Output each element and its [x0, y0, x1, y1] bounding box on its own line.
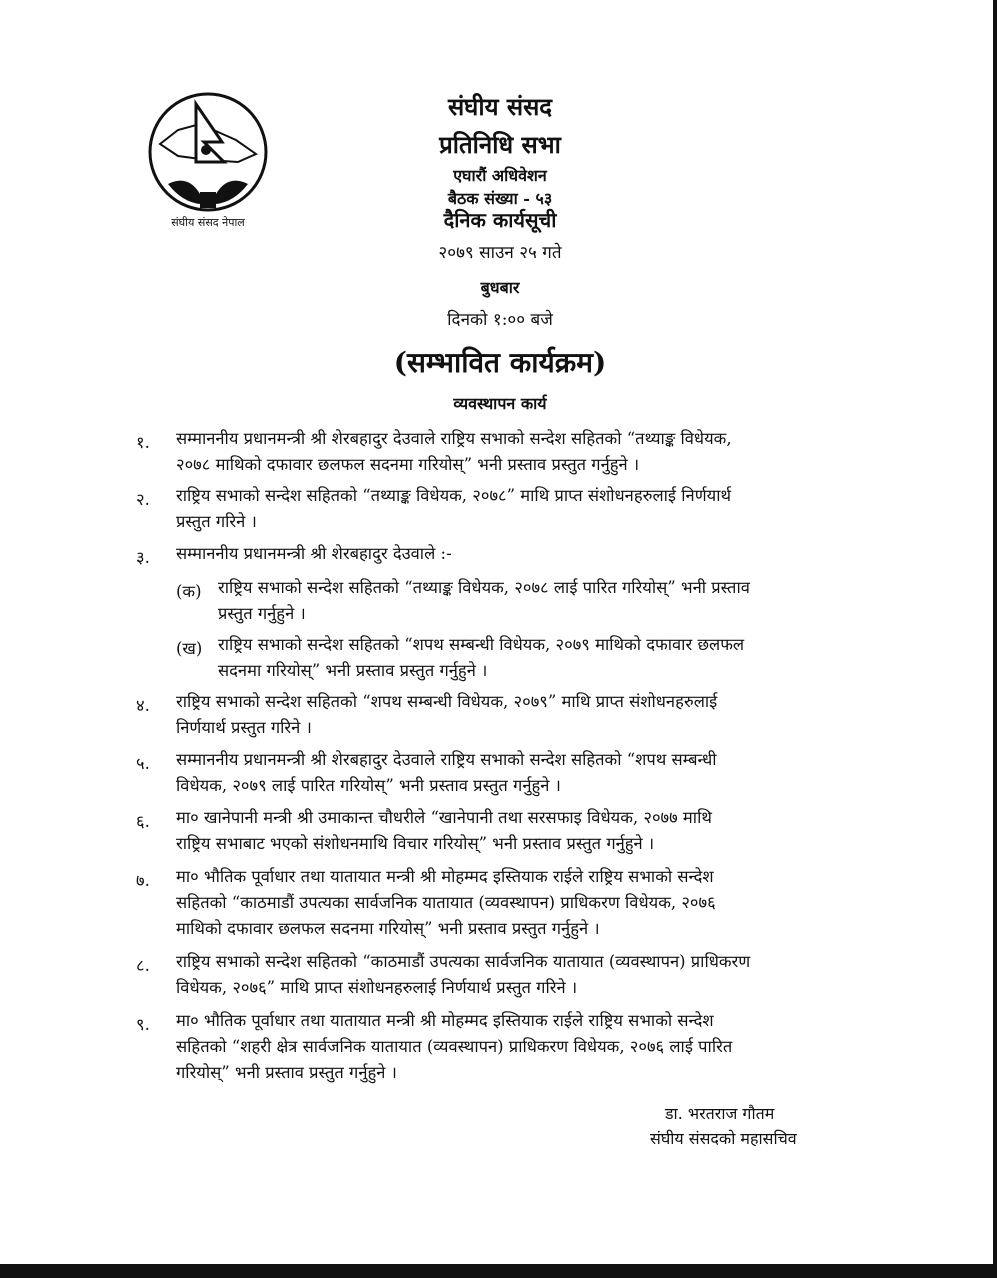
item-line: राष्ट्रिय सभाबाट भएको संशोधनमाथि विचार गरियोस्” भनी प्रस्ताव प्रस्तुत गर्नुहुने ।: [176, 834, 655, 853]
item-line: सम्माननीय प्रधानमन्त्री श्री शेरबहादुर देउवाले राष्ट्रिय सभाको सन्देश सहितको “शपथ सम्बन्धी: [176, 750, 717, 769]
item-line: २०७८ माथिको दफावार छलफल सदनमा गरियोस्” भनी प्रस्ताव प्रस्तुत गर्नुहुने ।: [176, 455, 640, 474]
item-line: सदनमा गरियोस्” भनी प्रस्ताव प्रस्तुत गर्नुहुने ।: [218, 661, 488, 680]
agenda-item-9: [176, 1008, 866, 1086]
agenda-date: २०७९ साउन २५ गते: [438, 243, 562, 263]
item-number: ४.: [136, 696, 150, 715]
item-line: मा० भौतिक पूर्वाधार तथा यातायात मन्त्री श्री मोहम्मद इस्तियाक राईले राष्ट्रिय सभाको सन्देश: [176, 1011, 714, 1030]
agenda-item-2: [176, 483, 866, 535]
item-line: सहितको “काठमाडौं उपत्यका सार्वजनिक यातायात (व्यवस्थापन) प्राधिकरण विधेयक, २०७६: [176, 893, 716, 912]
agenda-item-4: [176, 689, 866, 741]
item-line: विधेयक, २०७६” माथि प्राप्त संशोधनहरुलाई निर्णयार्थ प्रस्तुत गरिने ।: [176, 978, 578, 997]
item-line: राष्ट्रिय सभाको सन्देश सहितको “शपथ सम्बन्धी विधेयक, २०७९” माथि प्राप्त संशोधनहरुलाई: [176, 692, 718, 711]
header-title-line2: प्रतिनिधि सभा: [439, 130, 561, 159]
item-line: सम्माननीय प्रधानमन्त्री श्री शेरबहादुर देउवाले :-: [176, 544, 452, 563]
item-line: राष्ट्रिय सभाको सन्देश सहितको “तथ्याङ्क विधेयक, २०७८” माथि प्राप्त संशोधनहरुलाई निर्णयार्थ: [176, 486, 732, 505]
agenda-title: दैनिक कार्यसूची: [443, 208, 557, 232]
agenda-time: दिनको १:०० बजे: [447, 310, 553, 330]
item-number: २.: [136, 490, 150, 509]
item-line: राष्ट्रिय सभाको सन्देश सहितको “शपथ सम्बन्धी विधेयक, २०७९ माथिको दफावार छलफल: [218, 635, 745, 654]
agenda-day: बुधबार: [480, 278, 520, 297]
agenda-sub-item-kha: [218, 632, 866, 684]
item-line: राष्ट्रिय सभाको सन्देश सहितको “तथ्याङ्क विधेयक, २०७८ लाई पारित गरियोस्” भनी प्रस्ताव: [218, 578, 750, 597]
agenda-item-8: [176, 949, 866, 1001]
item-number: ९.: [136, 1015, 150, 1034]
meeting-number: बैठक संख्या - ५३: [447, 189, 553, 208]
agenda-sub-item-ka: [218, 575, 866, 627]
header-title-line1: संघीय संसद: [447, 92, 553, 121]
program-heading: (सम्भावित कार्यक्रम): [393, 346, 607, 379]
session-label: एघारौं अधिवेशन: [453, 166, 547, 185]
signatory-name: डा. भरतराज गौतम: [665, 1104, 775, 1123]
emblem-text: संघीय संसद नेपाल: [171, 216, 245, 229]
item-number: ६.: [136, 812, 150, 831]
item-number: ७.: [136, 871, 150, 890]
agenda-item-5: [176, 747, 866, 799]
item-number: १.: [136, 433, 150, 452]
agenda-item-6: [176, 805, 866, 857]
item-line: राष्ट्रिय सभाको सन्देश सहितको “काठमाडौं उपत्यका सार्वजनिक यातायात (व्यवस्थापन) प्राधिकरण: [176, 952, 751, 971]
agenda-item-7: [176, 864, 866, 942]
sub-item-label: (क): [176, 582, 202, 601]
item-line: सम्माननीय प्रधानमन्त्री श्री शेरबहादुर देउवाले राष्ट्रिय सभाको सन्देश सहितको “तथ्याङ्क विधेयक,: [176, 429, 732, 448]
item-line: सहितको “शहरी क्षेत्र सार्वजनिक यातायात (व्यवस्थापन) प्राधिकरण विधेयक, २०७६ लाई पारित: [176, 1037, 733, 1056]
section-heading: व्यवस्थापन कार्य: [453, 394, 547, 413]
item-number: ५.: [136, 754, 150, 773]
item-line: प्रस्तुत गर्नुहुने ।: [218, 604, 306, 623]
item-number: ८.: [136, 956, 150, 975]
item-line: मा० भौतिक पूर्वाधार तथा यातायात मन्त्री श्री मोहम्मद इस्तियाक राईले राष्ट्रिय सभाको सन्देश: [176, 867, 714, 886]
item-number: ३.: [136, 548, 150, 567]
parliament-emblem-icon: [138, 84, 278, 234]
sub-item-label: (ख): [176, 639, 203, 658]
signatory-title: संघीय संसदको महासचिव: [650, 1129, 797, 1148]
item-line: गरियोस्” भनी प्रस्ताव प्रस्तुत गर्नुहुने ।: [176, 1063, 397, 1082]
item-line: मा० खानेपानी मन्त्री श्री उमाकान्त चौधरीले “खानेपानी तथा सरसफाइ विधेयक, २०७७ माथि: [176, 808, 712, 827]
agenda-item-3: [176, 541, 866, 567]
agenda-item-1: [176, 426, 866, 478]
item-line: माथिको दफावार छलफल सदनमा गरियोस्” भनी प्रस्ताव प्रस्तुत गर्नुहुने ।: [176, 919, 600, 938]
item-line: विधेयक, २०७९ लाई पारित गरियोस्” भनी प्रस्ताव प्रस्तुत गर्नुहुने ।: [176, 776, 561, 795]
item-line: प्रस्तुत गरिने ।: [176, 512, 257, 531]
item-line: निर्णयार्थ प्रस्तुत गरिने ।: [176, 718, 312, 737]
